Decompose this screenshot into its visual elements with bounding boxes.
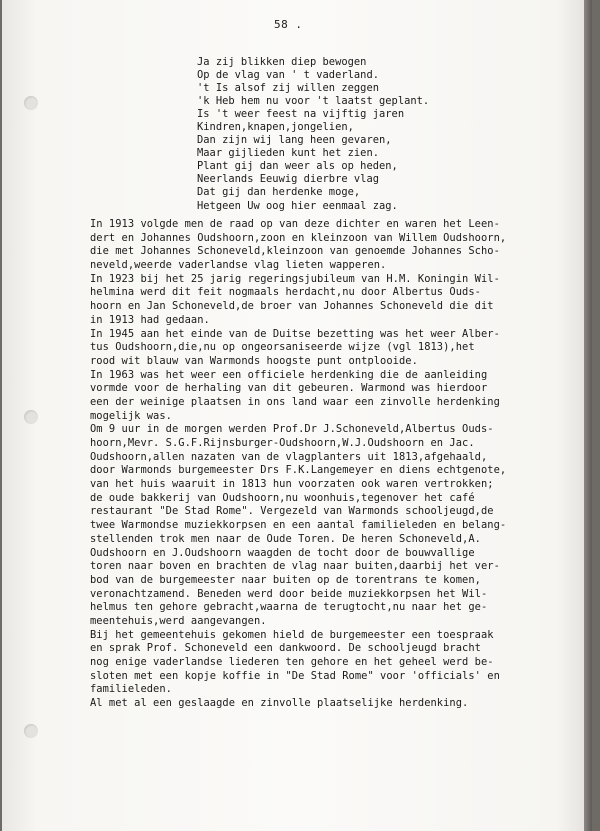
text-line: dert en Johannes Oudshoorn,zoon en kleinzoon van Willem Oudshoorn, [90,231,507,244]
text-line: vormde voor de herhaling van dit gebeuren. Warmond was hierdoor [90,382,488,395]
body-text [90,218,506,711]
punch-hole-middle [24,410,38,424]
page-edge-shadow [584,0,592,831]
text-line: en sprak Prof. Schoneveld een dankwoord. De schooljeugd bracht [90,642,481,655]
poem-line: Op de vlag van ' t vaderland. [197,69,379,82]
text-line: rood wit blauw van Warmonds hoogste punt ontplooide. [90,354,418,367]
text-line: hoorn en Jan Schoneveld,de broer van Johannes Schoneveld die dit [90,300,494,313]
text-line: Bij het gemeentehuis gekomen hield de burgemeester een toespraak [90,628,494,641]
text-line: familieleden. [90,683,172,696]
text-line: In 1945 aan het einde van de Duitse bezetting was het weer Alber- [90,327,500,340]
text-line: de oude bakkerij van Oudshoorn,nu woonhuis,tegenover het café [90,491,475,504]
text-line: Oudshoorn en J.Oudshoorn waagden de tocht door de bouwvallige [90,546,475,559]
text-line: In 1923 bij het 25 jarig regeringsjubileum van H.M. Koningin Wil- [90,272,500,285]
text-line: die met Johannes Schoneveld,kleinzoon van genoemde Johannes Scho- [90,245,500,258]
text-line: neveld,weerde vaderlandse vlag lieten wapperen. [90,259,387,272]
text-line: Al met al een geslaagde en zinvolle plaatselijke herdenking. [90,697,469,710]
text-line: Oudshoorn,allen nazaten van de vlagplanters uit 1813,afgehaald, [90,450,488,463]
poem-line: Ja zij blikken diep bewogen [197,56,367,68]
poem-line: Plant gij dan weer als op heden, [197,160,398,173]
poem-line: Neerlands Eeuwig dierbre vlag [197,173,379,186]
punch-hole-bottom [24,724,38,738]
text-line: helmus ten gehore gebracht,waarna de terugtocht,nu naar het ge- [90,601,488,614]
text-line: mogelijk was. [90,409,172,422]
poem-line: Kindren,knapen,jongelien, [197,121,354,134]
text-line: tus Oudshoorn,die,nu op ongeorsaniseerde wijze (vgl 1813),het [90,341,475,354]
text-line: hoorn,Mevr. S.G.F.Rijnsburger-Oudshoorn,W.J.Oudshoorn en Jac. [90,437,475,449]
text-line: bod van de burgemeester naar buiten op de torentrans te komen, [90,573,481,586]
text-line: Om 9 uur in de morgen werden Prof.Dr J.Schoneveld,Albertus Ouds- [90,423,494,436]
text-line: in 1913 had gedaan. [90,313,210,326]
poem-line: Dat gij dan herdenke moge, [197,186,361,199]
text-line: van het huis waaruit in 1813 hun voorzaten ook waren vertrokken; [90,478,494,491]
punch-hole-top [24,96,38,110]
text-line: door Warmonds burgemeester Drs F.K.Langemeyer en diens echtgenote, [90,464,507,477]
text-line: In 1963 was het weer een officiele herdenking die de aanleiding [90,368,488,381]
poem-line: 'k Heb hem nu voor 't laatst geplant. [197,95,430,108]
poem-line: 't Is alsof zij willen zeggen [197,82,379,95]
poem-stanza [197,56,429,213]
text-line: toren naar boven en brachten de vlag naar buiten,daarbij het ver- [90,560,500,573]
poem-line: Is 't weer feest na vijftig jaren [197,108,405,121]
text-line: nog enige vaderlandse liederen ten gehore en het geheel werd be- [90,656,494,668]
text-line: twee Warmondse muziekkorpsen en een aantal familieleden en belang- [90,519,507,532]
text-line: veronachtzamend. Beneden werd door beide muziekkorpsen het Wil- [90,587,488,600]
poem-line: Maar gijlieden kunt het zien. [197,147,379,160]
text-line: stellenden trok men naar de Oude Toren. De heren Schoneveld,A. [90,532,481,545]
text-line: een der weinige plaatsen in ons land waar een zinvolle herdenking [90,395,500,408]
text-line: meentehuis,werd aangevangen. [90,614,267,627]
poem-line: Hetgeen Uw oog hier eenmaal zag. [197,199,398,212]
text-line: restaurant "De Stad Rome". Vergezeld van Warmonds schooljeugd,de [90,505,494,518]
page-number: 58 . [274,18,303,31]
text-line: helmina werd dit feit nogmaals herdacht,nu door Albertus Ouds- [90,286,481,299]
text-line: In 1913 volgde men de raad op van deze dichter en waren het Leen- [90,218,500,230]
text-line: sloten met een kopje koffie in "De Stad Rome" voor 'officials' en [90,669,500,682]
poem-line: Dan zijn wij lang heen gevaren, [197,134,392,147]
document-page [2,0,592,831]
